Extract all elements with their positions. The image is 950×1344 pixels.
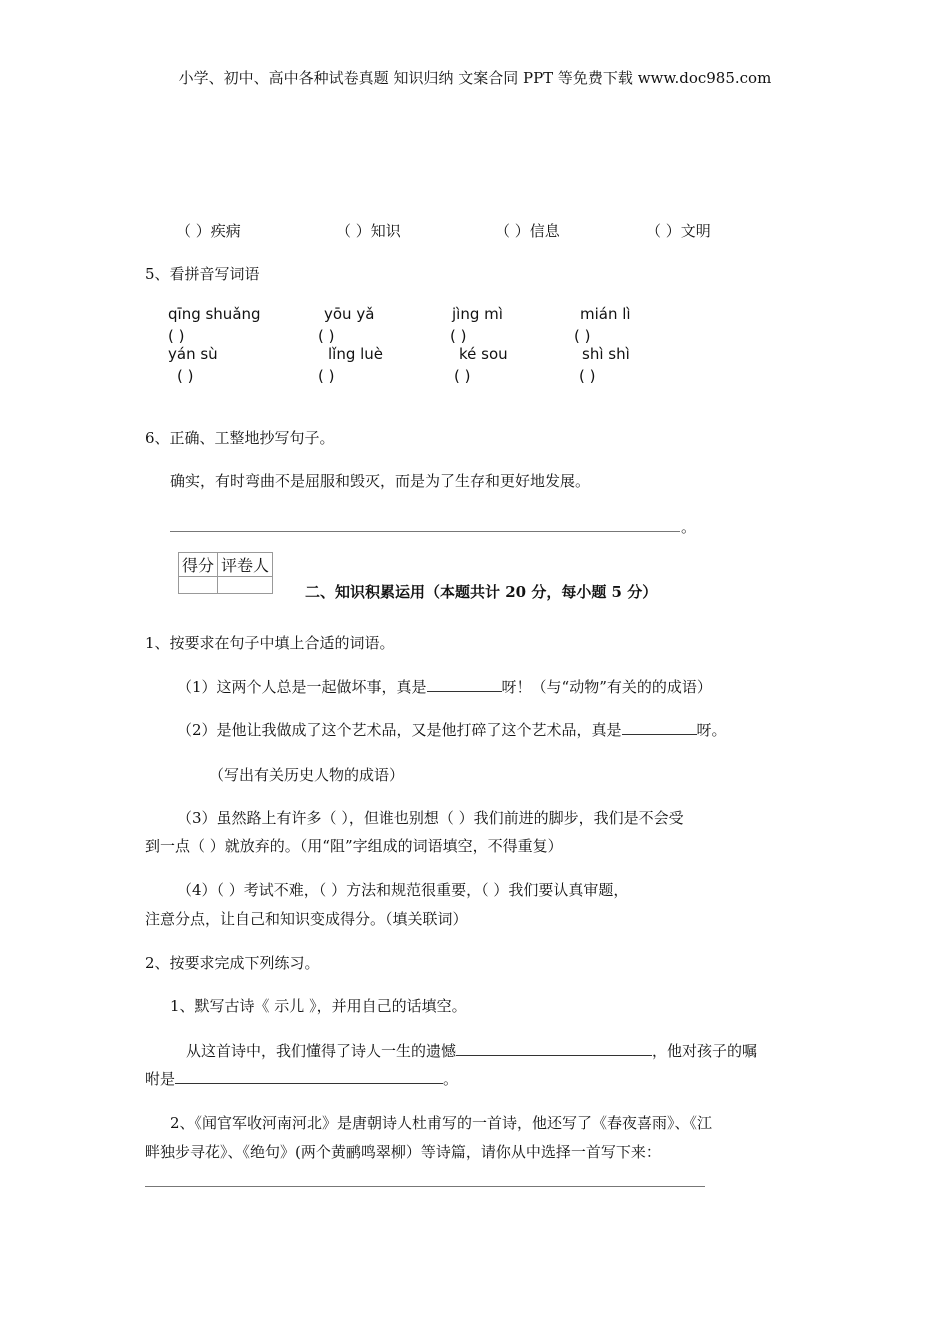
grader-cell [218,577,273,594]
answer-blank [427,677,502,692]
answer-bracket: ( ) [454,367,471,385]
fill-item-disease: （ ）疾病 [176,222,241,240]
answer-bracket: ( ) [579,367,596,385]
answer-bracket: ( ) [168,327,185,345]
score-label: 得分 [179,553,218,577]
s2q2-sub-1: 1、默写古诗《 示儿 》，并用自己的话填空。 [170,997,467,1015]
pinyin-item: qīng shuǎng [168,305,261,323]
copy-answer-line [170,531,680,532]
s2q2-sub-1-end: 。 [443,1070,459,1088]
s2q1-title: 1、按要求在句子中填上合适的词语。 [145,634,395,652]
s2q1-item-3: （3）虽然路上有许多（ ），但谁也别想（ ）我们前进的脚步，我们是不会受 [177,809,684,827]
answer-bracket: ( ) [318,327,335,345]
s2q1-item-1-hint: 呀！（与“动物”有关的的成语） [501,678,712,696]
q5-title: 5、看拼音写词语 [145,265,260,283]
s2q1-item-4: （4）（ ）考试不难，（ ）方法和规范很重要，（ ）我们要认真审题， [177,881,629,899]
answer-blank [175,1069,443,1084]
pinyin-item: lǐng luè [328,345,384,363]
s2q2-sub-2: 2、《闻官军收河南河北》是唐朝诗人杜甫写的一首诗，他还写了《春夜喜雨》、《江 [170,1114,713,1132]
answer-blank [622,720,697,735]
poem-answer-line [145,1186,705,1187]
page-header: 小学、初中、高中各种试卷真题 知识归纳 文案合同 PPT 等免费下载 www.doc985.com [178,69,772,87]
answer-blank [456,1041,652,1056]
s2q1-item-2 [177,720,727,740]
score-box [178,552,273,594]
q6-title: 6、正确、工整地抄写句子。 [145,429,335,447]
s2q1-item-1-text: （1）这两个人总是一起做坏事，真是 [177,678,427,696]
s2q1-item-2-hint: （写出有关历史人物的成语） [209,766,405,784]
fill-item-knowledge: （ ）知识 [336,222,401,240]
answer-bracket: ( ) [450,327,467,345]
grader-label: 评卷人 [218,553,273,577]
pinyin-item: yōu yǎ [324,305,375,323]
s2q2-title: 2、按要求完成下列练习。 [145,954,320,972]
s2q2-sub-1-text: 从这首诗中，我们懂得了诗人一生的遗憾 [186,1042,457,1060]
s2q1-item-3-cont: 到一点（ ）就放弃的。（用“阻”字组成的词语填空，不得重复） [145,837,563,855]
copy-answer-end: 。 [681,518,697,536]
s2q2-sub-1-text-b: ，他对孩子的嘱 [652,1042,758,1060]
score-cell [179,577,218,594]
answer-bracket: ( ) [574,327,591,345]
q6-sentence: 确实，有时弯曲不是屈服和毁灭，而是为了生存和更好地发展。 [170,472,591,490]
fill-item-information: （ ）信息 [495,222,560,240]
s2q1-item-1 [177,677,712,697]
s2q2-sub-2-cont: 畔独步寻花》、《绝句》(两个黄鹂鸣翠柳）等诗篇，请你从中选择一首写下来： [145,1143,661,1161]
pinyin-item: ké sou [459,345,508,363]
s2q2-sub-1-line-2 [145,1069,458,1089]
pinyin-item: yán sù [168,345,218,363]
s2q2-sub-1-line-1 [186,1041,757,1061]
s2q2-sub-1-text-c: 咐是 [145,1070,176,1088]
pinyin-item: jìng mì [452,305,503,323]
answer-bracket: ( ) [318,367,335,385]
pinyin-item: shì shì [582,345,630,363]
answer-bracket: ( ) [177,367,194,385]
s2q1-item-2-text: （2）是他让我做成了这个艺术品，又是他打碎了这个艺术品，真是 [177,721,622,739]
fill-item-civilization: （ ）文明 [646,222,711,240]
section-2-title: 二、知识积累运用（本题共计 20 分，每小题 5 分） [305,583,658,601]
s2q1-item-2-end: 呀。 [696,721,727,739]
s2q1-item-4-cont: 注意分点，让自己和知识变成得分。（填关联词） [145,910,468,928]
pinyin-item: mián lì [580,305,631,323]
